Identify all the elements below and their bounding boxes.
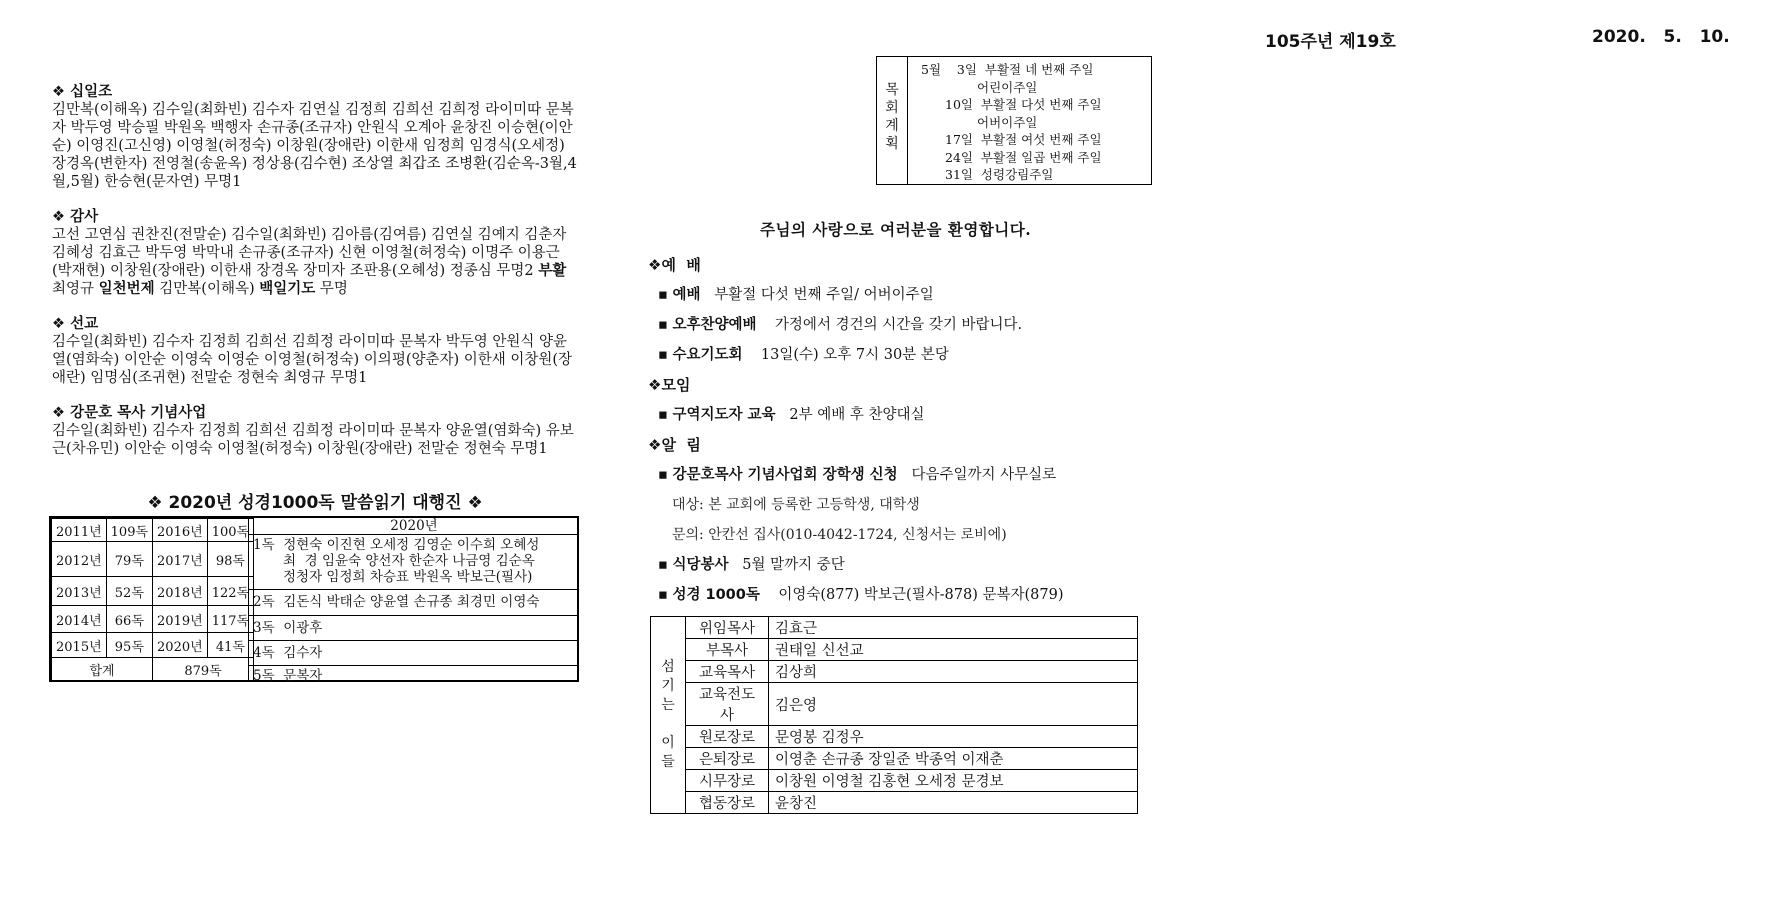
- bible-title-text: 2020년 성경1000독 말씀읽기 대행진: [168, 493, 462, 513]
- plan-line: 5월 3일 부활절 네 번째 주일: [921, 62, 1094, 77]
- role-cell: 협동장로: [686, 792, 769, 814]
- bold-label: 백일기도: [259, 281, 316, 297]
- square-bullet-icon: ▪: [658, 317, 668, 333]
- role-cell: 교육전도사: [686, 683, 769, 726]
- section-title: 강문호 목사 기념사업: [70, 405, 207, 421]
- table-row: 2012년 79독 2017년 98독: [52, 542, 254, 577]
- bible-reading-table: [49, 516, 579, 682]
- offering-sections: [52, 80, 578, 472]
- diamond-bullet-icon: ❖: [467, 493, 483, 513]
- plan-line: 10일 부활절 다섯 번째 주일: [945, 97, 1102, 112]
- table-row: 2013년 52독 2018년 122독: [52, 577, 254, 606]
- section-body: 김수일(최화빈) 김수자 김정희 김희선 김희정 라이미따 문복자 양윤열(염화숙) 유보근(차유민) 이안순 이영숙 이영철(허정숙) 이창원(장애란) 전말순 정현숙 무명1: [52, 423, 574, 457]
- table-row: [651, 617, 1138, 639]
- diamond-bullet-icon: ❖: [52, 84, 65, 100]
- body-text: 김만복(이해옥): [154, 281, 260, 297]
- table-row: [651, 770, 1138, 792]
- plan-line: 17일 부활절 여섯 번째 주일: [945, 132, 1102, 147]
- plan-line: 31일 성령강림주일: [945, 167, 1054, 182]
- issue-date: 2020. 5. 10.: [1592, 27, 1730, 47]
- section-title: 감사: [70, 209, 99, 225]
- list-item: ▪ 구역지도자 교육 2부 예배 후 찬양대실: [658, 407, 925, 423]
- square-bullet-icon: ▪: [658, 587, 668, 603]
- worship-heading: ❖예 배: [648, 256, 701, 274]
- meeting-heading: ❖모임: [648, 376, 691, 394]
- names-cell: 김효근: [769, 617, 1138, 639]
- rank-1: 1독 정현숙 이진현 오세정 김영순 이수희 오혜성 최 경 임윤숙 양선자 한순자 나금영 김순옥 정청자 임정희 차승표 박원옥 박보근(필사): [249, 535, 579, 590]
- square-bullet-icon: ▪: [658, 467, 668, 483]
- table-row: [651, 661, 1138, 683]
- section-body: 김수일(최화빈) 김수자 김정희 김희선 김희정 라이미따 문복자 박두영 안원식 양윤열(염화숙) 이안순 이영숙 이영순 이영철(허정숙) 이의평(양춘자) 이한새 이창원(장애란) 임명심(조귀현) 전말순 정현숙 최영규 무명1: [52, 334, 573, 386]
- scholar-contact: 문의: 안칸선 집사(010-4042-1724, 신청서는 로비에): [672, 527, 1007, 543]
- table-row: [651, 683, 1138, 726]
- table-row: [52, 658, 254, 681]
- names-cell: 이영춘 손규종 장일준 박종억 이재춘: [769, 748, 1138, 770]
- list-item: ▪ 오후찬양예배 가정에서 경건의 시간을 갖기 바랍니다.: [658, 317, 1023, 333]
- year-header: 2020년: [249, 518, 579, 535]
- plan-side-label: 목 회 계 획: [877, 57, 908, 184]
- plan-line: 24일 부활절 일곱 번째 주일: [945, 149, 1102, 165]
- rank-4: 4독 김수자: [249, 641, 579, 666]
- welcome-message: 주님의 사랑으로 여러분을 환영합니다.: [760, 220, 1032, 239]
- section-thanks: [52, 205, 578, 298]
- names-cell: 권태일 신선교: [769, 639, 1138, 661]
- servants-side-label: 섬 기 는 이 들: [651, 617, 686, 814]
- diamond-bullet-icon: ❖: [648, 376, 662, 394]
- diamond-bullet-icon: ❖: [52, 316, 65, 332]
- servants-table: [650, 616, 1138, 814]
- announcements: [648, 250, 1208, 610]
- role-cell: 시무장로: [686, 770, 769, 792]
- body-text: 최영규: [52, 281, 99, 297]
- plan-line: 어버이주일: [977, 114, 1038, 130]
- issue-number: 105주년 제19호: [1265, 32, 1396, 52]
- table-row: [651, 748, 1138, 770]
- pastoral-plan-box: [876, 56, 1152, 185]
- section-tithe: [52, 80, 578, 191]
- list-item: ▪ 성경 1000독 이영숙(877) 박보근(필사-878) 문복자(879): [658, 587, 1064, 603]
- rank-panel: [248, 518, 579, 684]
- notice-heading: ❖알 림: [648, 436, 701, 454]
- names-cell: 이창원 이영철 김홍현 오세정 문경보: [769, 770, 1138, 792]
- diamond-bullet-icon: ❖: [52, 405, 65, 421]
- square-bullet-icon: ▪: [658, 407, 668, 423]
- table-row: [651, 639, 1138, 661]
- list-item: ▪ 수요기도회 13일(수) 오후 7시 30분 본당: [658, 347, 949, 363]
- role-cell: 부목사: [686, 639, 769, 661]
- role-cell: 원로장로: [686, 726, 769, 748]
- table-row: 2015년 95독 2020년 41독: [52, 633, 254, 658]
- bible-reading-title: [50, 488, 580, 513]
- square-bullet-icon: ▪: [658, 287, 668, 303]
- names-cell: 윤창진: [769, 792, 1138, 814]
- rank-3: 3독 이광후: [249, 616, 579, 641]
- table-row: [651, 726, 1138, 748]
- plan-line: 어린이주일: [977, 79, 1038, 95]
- square-bullet-icon: ▪: [658, 557, 668, 573]
- section-title: 십일조: [70, 84, 113, 100]
- role-cell: 위임목사: [686, 617, 769, 639]
- rank-5: 5독 문복자: [253, 668, 323, 684]
- rank-2: 2독 김돈식 박태순 양윤열 손규종 최경민 이영숙: [249, 590, 579, 616]
- table-row: [651, 792, 1138, 814]
- total-label: 합계: [52, 658, 153, 681]
- list-item: ▪ 예배 부활절 다섯 번째 주일/ 어버이주일: [658, 287, 934, 303]
- diamond-bullet-icon: ❖: [52, 209, 65, 225]
- section-memorial: [52, 401, 578, 458]
- list-item: ▪ 강문호목사 기념사업회 장학생 신청 다음주일까지 사무실로: [658, 467, 1057, 483]
- role-cell: 은퇴장로: [686, 748, 769, 770]
- names-cell: 김은영: [769, 683, 1138, 726]
- role-cell: 교육목사: [686, 661, 769, 683]
- section-mission: [52, 312, 578, 387]
- section-body: 김만복(이해옥) 김수일(최화빈) 김수자 김연실 김정희 김희선 김희정 라이미따 문복자 박두영 박승필 박원옥 백행자 손규종(조규자) 안원식 오계아 윤창진 이승현(이안순) 이영진(고신영) 이영철(허정숙) 이창원(장애란) 이한새 임정희 임경식(오세정) 장경옥(변한자) 전영철(송윤옥) 정상용(김수현) 조상열 최갑조 조병환(김순옥-3월,4월,5월) 한승현(문자연) 무명1: [52, 102, 577, 190]
- diamond-bullet-icon: ❖: [648, 256, 662, 274]
- diamond-bullet-icon: ❖: [648, 436, 662, 454]
- bold-label: 부활: [538, 263, 567, 279]
- table-row: 2014년 66독 2019년 117독: [52, 606, 254, 633]
- names-cell: 김상희: [769, 661, 1138, 683]
- plan-lines: [921, 61, 1102, 184]
- table-row: 2011년 109독 2016년 100독: [52, 519, 254, 542]
- bold-label: 일천번제: [98, 281, 155, 297]
- body-text: 고선 고연심 권찬진(전말순) 김수일(최화빈) 김아름(김여름) 김연실 김예지 김춘자 김혜성 김효근 박두영 박막내 손규종(조규자) 신현 이영철(허정숙) 이명주 이용근(박재현) 이창원(장애란) 이한새 장경옥 장미자 조판용(오혜성) 정종심 무명2: [52, 227, 567, 279]
- names-cell: 문영봉 김정우: [769, 726, 1138, 748]
- scholar-target: 대상: 본 교회에 등록한 고등학생, 대학생: [672, 497, 920, 513]
- section-body: [52, 226, 578, 298]
- square-bullet-icon: ▪: [658, 347, 668, 363]
- body-text: 무명: [315, 281, 348, 297]
- year-table: [51, 518, 254, 681]
- total-value: 879독: [153, 658, 254, 681]
- diamond-bullet-icon: ❖: [147, 493, 163, 513]
- section-title: 선교: [70, 316, 99, 332]
- list-item: ▪ 식당봉사 5월 말까지 중단: [658, 557, 845, 573]
